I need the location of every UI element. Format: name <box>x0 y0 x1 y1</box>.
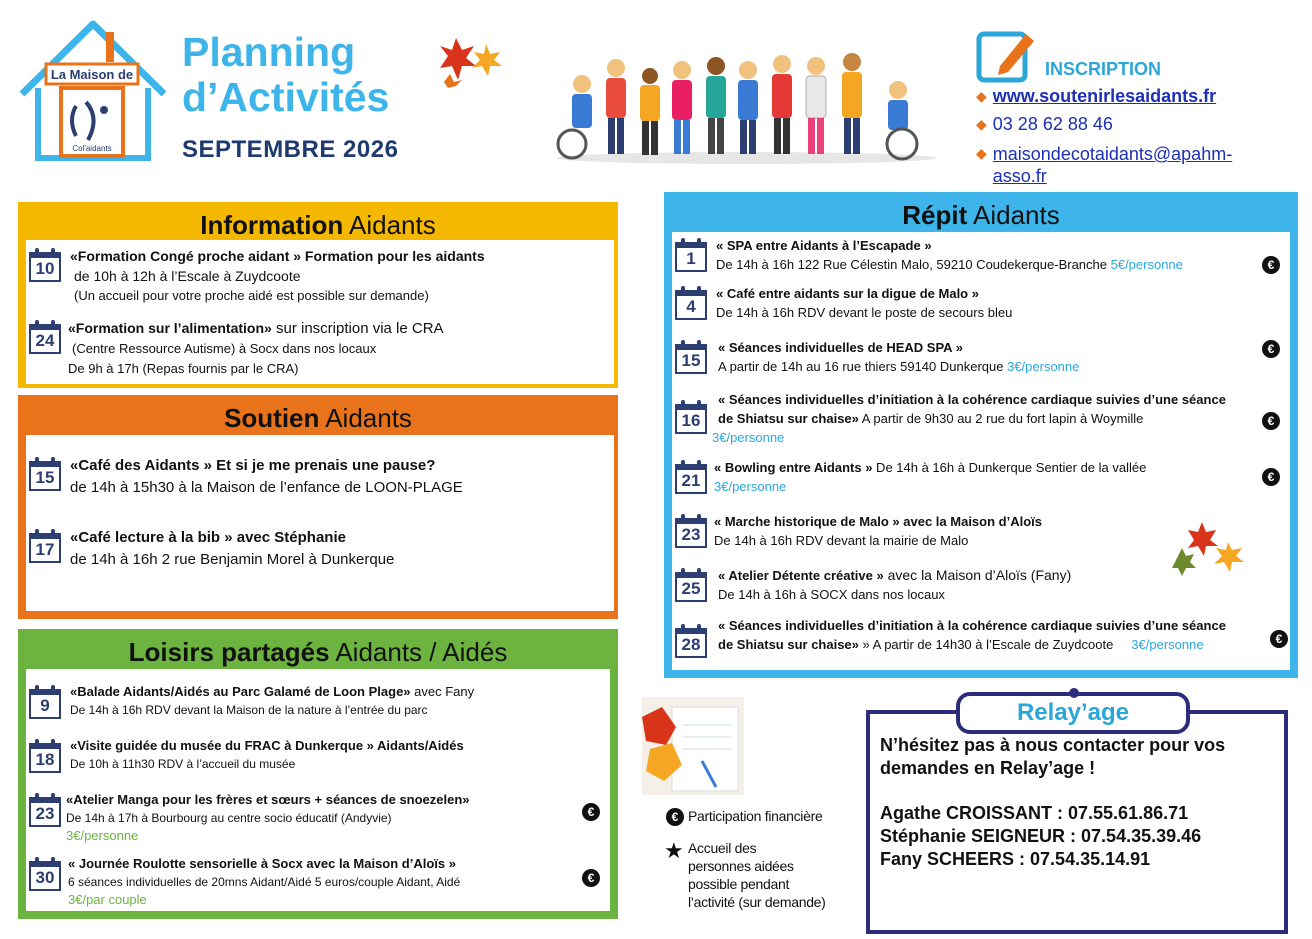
relay-age-body <box>880 734 1280 871</box>
relay-contact: Agathe CROISSANT : 07.55.61.86.71 <box>880 803 1189 823</box>
soutien-section <box>18 395 618 619</box>
information-section <box>18 202 618 388</box>
event-title: « Séances individuelles d’initiation à la cohérence cardiaque suivies d’une séance <box>718 618 1226 633</box>
pencil-icon <box>976 28 1038 84</box>
maison-coaidants-logo <box>18 18 168 163</box>
event-price: 3€/personne <box>66 828 139 843</box>
euro-icon: € <box>582 803 600 821</box>
repit-section <box>664 192 1298 678</box>
euro-icon: € <box>1262 468 1280 486</box>
euro-icon: € <box>1262 340 1280 358</box>
event-price: 3€/personne <box>714 479 787 494</box>
people-illustration <box>552 40 942 166</box>
event-detail: De 14h à 16h 122 Rue Célestin Malo, 59210 Coudekerque-Branche <box>716 257 1111 272</box>
event-loisirs-23 <box>26 791 610 845</box>
event-price: 3€/par couple <box>68 892 147 907</box>
calendar-icon: 16 <box>672 398 710 436</box>
event-repit-15 <box>672 338 1290 376</box>
event-soutien-17 <box>26 527 614 571</box>
event-loisirs-9 <box>26 683 610 721</box>
event-note: (Un accueil pour votre proche aidé est possible sur demande) <box>74 288 429 303</box>
relay-message: N’hésitez pas à nous contacter pour vos <box>880 735 1226 755</box>
event-detail: De 14h à 16h RDV devant le poste de secours bleu <box>716 305 1013 320</box>
calendar-icon: 10 <box>26 246 64 284</box>
event-info-10 <box>26 246 614 306</box>
event-title: « Séances individuelles d’initiation à la cohérence cardiaque suivies d’une séance <box>718 392 1226 407</box>
event-title: «Visite guidée du musée du FRAC à Dunkerque » Aidants/Aidés <box>70 738 464 753</box>
page-title-line2: d’Activités <box>182 74 390 120</box>
information-header: Information Aidants <box>200 210 436 240</box>
email-line2: asso.fr <box>992 166 1047 186</box>
calendar-icon: 23 <box>26 791 64 829</box>
event-detail: de 10h à 12h à l’Escale à Zuydcoote <box>74 268 301 284</box>
event-subtitle: avec la Maison d’Aloïs (Fany) <box>883 567 1072 583</box>
event-title: « Marche historique de Malo » avec la Maison d’Aloïs <box>714 514 1042 529</box>
event-detail: de 14h à 15h30 à la Maison de l’enfance de LOON-PLAGE <box>70 479 463 496</box>
event-title-cont: de Shiatsu sur chaise» <box>718 637 863 652</box>
soutien-header: Soutien Aidants <box>224 403 412 433</box>
event-title: « Café entre aidants sur la digue de Malo » <box>716 286 979 301</box>
event-title-cont: de Shiatsu sur chaise» <box>718 411 859 426</box>
website-link[interactable]: www.soutenirlesaidants.fr <box>992 86 1217 106</box>
event-subtitle: avec Fany <box>410 684 475 699</box>
calendar-icon: 4 <box>672 284 710 322</box>
event-repit-1 <box>672 236 1290 274</box>
loisirs-section <box>18 629 618 919</box>
relay-contact: Stéphanie SEIGNEUR : 07.54.35.39.46 <box>880 826 1202 846</box>
event-detail: A partir de 14h au 16 rue thiers 59140 Dunkerque <box>718 359 1008 374</box>
email-line1: maisondecotaidants@apahm- <box>992 144 1233 164</box>
contact-phone-row <box>976 114 1113 135</box>
calendar-icon: 30 <box>26 855 64 893</box>
event-title: « Atelier Détente créative » <box>718 568 884 583</box>
event-title: «Balade Aidants/Aidés au Parc Galamé de Loon Plage» <box>70 684 411 699</box>
relay-contact: Fany SCHEERS : 07.54.35.14.91 <box>880 849 1151 869</box>
calendar-icon: 23 <box>672 512 710 550</box>
event-detail: De 14h à 17h à Bourbourg au centre socio éducatif (Andyvie) <box>66 811 392 825</box>
event-title: «Formation Congé proche aidant » Formation pour les aidants <box>70 248 485 264</box>
euro-icon: € <box>582 869 600 887</box>
event-title: « Bowling entre Aidants » <box>714 460 873 475</box>
phone-number: 03 28 62 88 46 <box>992 114 1113 134</box>
event-detail: A partir de 9h30 au 2 rue du fort lapin à Woymille <box>858 411 1144 426</box>
calendar-icon: 21 <box>672 458 710 496</box>
calendar-icon: 17 <box>26 527 64 565</box>
calendar-icon: 1 <box>672 236 710 274</box>
event-subtitle: sur inscription via le CRA <box>271 320 444 337</box>
notebook-leaves-image <box>642 697 744 795</box>
event-detail: De 14h à 16h à SOCX dans nos locaux <box>718 587 945 602</box>
bullet-icon: ◆ <box>976 116 987 132</box>
pin-icon <box>1069 688 1079 698</box>
calendar-icon: 24 <box>26 318 64 356</box>
event-loisirs-30 <box>26 855 610 909</box>
event-repit-16 <box>672 390 1290 447</box>
bullet-icon: ◆ <box>976 88 987 104</box>
event-detail: De 10h à 11h30 RDV à l’accueil du musée <box>70 757 296 771</box>
relay-message: demandes en Relay’age ! <box>880 758 1096 778</box>
loisirs-body <box>26 669 610 911</box>
event-detail: » A partir de 14h30 à l’Escale de Zuydcoote <box>862 637 1114 652</box>
calendar-icon: 25 <box>672 566 710 604</box>
event-title: « Journée Roulotte sensorielle à Socx avec la Maison d’Aloïs » <box>68 856 456 871</box>
event-price: 3€/personne <box>1131 637 1204 652</box>
event-repit-4 <box>672 284 1290 322</box>
calendar-icon: 15 <box>672 338 710 376</box>
email-link[interactable] <box>993 143 1232 187</box>
event-price: 3€/personne <box>712 430 785 445</box>
event-price: 5€/personne <box>1110 257 1183 272</box>
euro-icon: € <box>1262 256 1280 274</box>
repit-body <box>672 232 1290 670</box>
event-title: « Séances individuelles de HEAD SPA » <box>718 340 963 355</box>
event-title: «Café lecture à la bib » avec Stéphanie <box>70 529 346 546</box>
event-note: De 9h à 17h (Repas fournis par le CRA) <box>68 361 299 376</box>
event-detail: (Centre Ressource Autisme) à Socx dans nos locaux <box>72 341 377 356</box>
calendar-icon: 15 <box>26 455 64 493</box>
euro-icon: € <box>1270 630 1288 648</box>
event-detail: De 14h à 16h à Dunkerque Sentier de la vallée <box>872 460 1147 475</box>
event-loisirs-18 <box>26 737 610 775</box>
legend-accueil: Accueil des personnes aidées possible pendant l’activité (sur demande) <box>688 840 826 910</box>
event-title: « SPA entre Aidants à l’Escapade » <box>716 238 932 253</box>
event-title: «Café des Aidants » Et si je me prenais une pause? <box>70 457 436 474</box>
contact-website-row <box>976 86 1216 107</box>
logo-sub: Col'aidants <box>72 144 112 153</box>
calendar-icon: 28 <box>672 622 710 660</box>
event-detail: De 14h à 16h RDV devant la Maison de la nature à l’entrée du parc <box>70 703 428 717</box>
event-repit-21 <box>672 458 1290 496</box>
legend-participation: Participation financière <box>688 808 823 824</box>
autumn-leaves-image <box>1172 518 1248 578</box>
repit-header: Répit Aidants <box>902 200 1060 230</box>
event-detail: de 14h à 16h 2 rue Benjamin Morel à Dunkerque <box>70 551 395 568</box>
loisirs-header: Loisirs partagés Aidants / Aidés <box>128 637 508 667</box>
event-price: 3€/personne <box>1007 359 1080 374</box>
event-title: «Atelier Manga pour les frères et sœurs + séances de snoezelen» <box>66 792 470 807</box>
calendar-icon: 9 <box>26 683 64 721</box>
inscription-label: INSCRIPTION <box>1045 59 1162 79</box>
contact-email-row <box>976 143 1232 187</box>
relay-age-title: Relay’age <box>956 692 1190 734</box>
event-info-24 <box>26 318 614 379</box>
star-icon: ★ <box>664 838 684 863</box>
autumn-leaves-image <box>436 30 508 90</box>
page-title-line1: Planning <box>182 29 356 75</box>
month-label: SEPTEMBRE 2026 <box>182 136 399 163</box>
bullet-icon: ◆ <box>976 145 987 161</box>
event-title: «Formation sur l’alimentation» <box>68 320 272 336</box>
event-repit-28 <box>672 616 1290 660</box>
soutien-body <box>26 435 614 611</box>
event-detail: De 14h à 16h RDV devant la mairie de Malo <box>714 533 969 548</box>
euro-icon: € <box>1262 412 1280 430</box>
euro-icon: € <box>666 808 684 826</box>
information-body <box>26 240 614 384</box>
event-soutien-15 <box>26 455 614 499</box>
calendar-icon: 18 <box>26 737 64 775</box>
event-detail: 6 séances individuelles de 20mns Aidant/Aidé 5 euros/couple Aidant, Aidé <box>68 875 461 889</box>
logo-text: La Maison de <box>50 67 134 82</box>
